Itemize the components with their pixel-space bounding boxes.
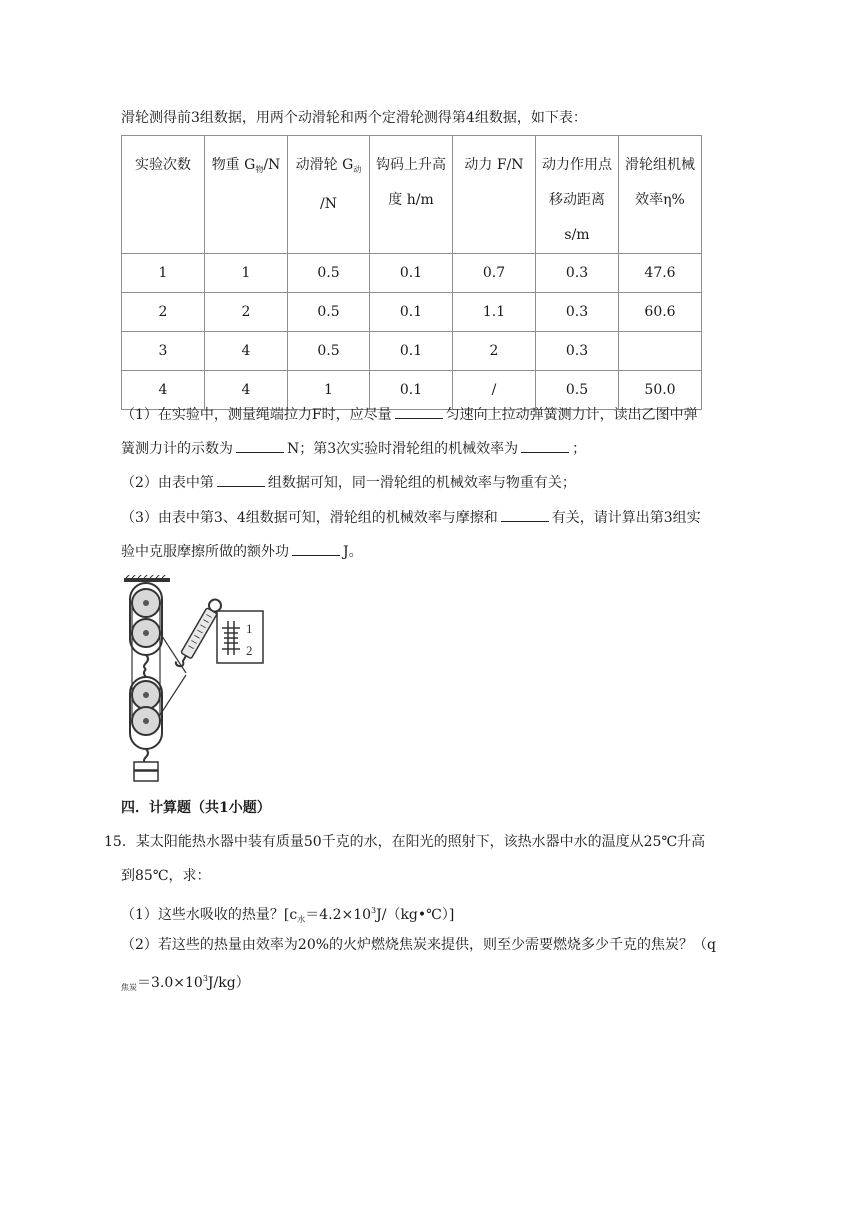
header-cell: 滑轮组机械 效率η% [619, 136, 702, 254]
header-cell: 实验次数 [122, 136, 205, 254]
scale-label-1: 1 [246, 621, 253, 636]
scale-label-2: 2 [246, 643, 253, 658]
problem-15-line-2: 到85℃，求： [121, 868, 211, 884]
table-row: 2 2 0.5 0.1 1.1 0.3 60.6 [122, 293, 702, 332]
answer-blank[interactable] [292, 541, 340, 556]
problem-15-line-1: 15．某太阳能热水器中装有质量50千克的水，在阳光的照射下，该热水器中水的温度从25℃升高 [104, 834, 706, 850]
header-cell: 钩码上升高 度 h/m [370, 136, 453, 254]
scale-zoom-box [217, 611, 263, 663]
table-row: 3 4 0.5 0.1 2 0.3 [122, 332, 702, 371]
answer-blank[interactable] [521, 438, 569, 453]
data-table [121, 135, 702, 410]
header-cell: 物重 $G_物/N$ [205, 136, 288, 254]
answer-blank[interactable] [217, 472, 265, 487]
header-cell: 动力作用点 移动距离 s/m [536, 136, 619, 254]
hook-weight-bottom [134, 771, 158, 781]
header-cell: 动力 F/N [453, 136, 536, 254]
table-header-row [122, 136, 702, 254]
spring-scale[interactable] [174, 597, 223, 669]
table-row: 1 1 0.5 0.1 0.7 0.3 47.6 [122, 254, 702, 293]
section-heading: 四．计算题（共1小题） [121, 800, 271, 816]
header-cell: 动滑轮 $G_动$ /N [288, 136, 370, 254]
problem-15-sub-2: （2）若这些的热量由效率为20%的火炉燃烧焦炭来提供，则至少需要燃烧多少千克的焦炭？（q [121, 937, 716, 953]
question-3-line-2: 验中克服摩擦所做的额外功 J。 [121, 541, 363, 562]
question-3-line-1: （3）由表中第3、4组数据可知，滑轮组的机械效率与摩擦和 有关，请计算出第3组实 [121, 507, 701, 528]
question-1-line-2: 簧测力计的示数为 N；第3次实验时滑轮组的机械效率为 ； [121, 438, 586, 459]
answer-blank[interactable] [395, 404, 443, 419]
problem-15-sub-2-cont: $_{焦炭}=3.0\times 10^3J/kg$） [121, 974, 250, 992]
question-2: （2）由表中第 组数据可知，同一滑轮组的机械效率与物重有关； [121, 472, 576, 493]
problem-15-sub-1: （1）这些水吸收的热量？$[c_水=4.2\times 10^3J/(kg•℃)]$ [121, 906, 455, 924]
answer-blank[interactable] [236, 438, 284, 453]
pulley-system-figure [118, 575, 278, 785]
table-row: 4 4 1 0.1 / 0.5 50.0 [122, 371, 702, 410]
question-1-line-1: （1）在实验中，测量绳端拉力F时，应尽量 匀速向上拉动弹簧测力计，读出乙图中弹 [121, 404, 698, 425]
hook-weight-top [134, 762, 158, 770]
answer-blank[interactable] [501, 507, 549, 522]
intro-text: 滑轮测得前3组数据，用两个动滑轮和两个定滑轮测得第4组数据，如下表： [121, 110, 587, 126]
